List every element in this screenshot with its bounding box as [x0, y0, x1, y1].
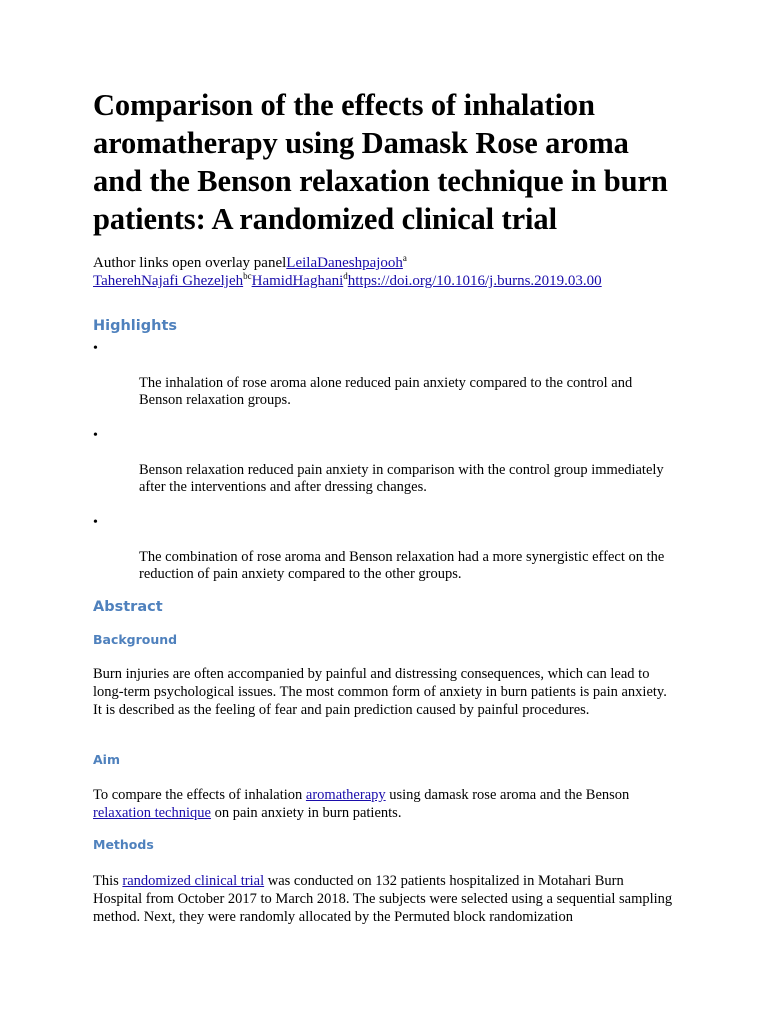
highlight-1: The inhalation of rose aroma alone reduced pain anxiety compared to the control and Benson relaxation groups. — [139, 375, 633, 408]
aim-heading: Aim — [93, 752, 120, 767]
bullet-3: • — [93, 515, 98, 530]
methods-text-part-1: This — [93, 873, 123, 889]
author-link-ghezeljeh[interactable]: TaherehNajafi Ghezeljeh — [93, 273, 244, 289]
aim-text-part-1: To compare the effects of inhalation — [93, 787, 306, 803]
article-title: Comparison of the effects of inhalation aromatherapy using Damask Rose aroma and the Benson relaxation technique in burn patients: A randomized clinical trial — [93, 88, 668, 236]
author-affiliation-bc: bc — [243, 271, 252, 281]
randomized-clinical-trial-link[interactable]: randomized clinical trial — [122, 873, 265, 889]
highlights-heading: Highlights — [93, 318, 178, 334]
abstract-heading: Abstract — [93, 599, 163, 615]
author-affiliation-a: a — [402, 253, 407, 263]
aim-text-part-2: using damask rose aroma and the Benson — [385, 787, 630, 803]
highlight-2: Benson relaxation reduced pain anxiety in comparison with the control group immediately after the interventions and after dressing changes. — [139, 462, 664, 495]
author-link-haghani[interactable]: HamidHaghani — [251, 273, 344, 289]
author-links-prefix: Author links open overlay panel — [93, 255, 287, 271]
bullet-1: • — [93, 341, 98, 356]
aim-text — [93, 786, 673, 822]
background-heading: Background — [93, 632, 178, 647]
relaxation-technique-link[interactable]: relaxation technique — [93, 805, 211, 821]
methods-heading: Methods — [93, 837, 154, 852]
doi-link[interactable]: https://doi.org/10.1016/j.burns.2019.03.00 — [347, 273, 602, 289]
aromatherapy-link[interactable]: aromatherapy — [305, 787, 386, 803]
author-link-daneshpajooh[interactable]: LeilaDaneshpajooh — [286, 255, 403, 271]
methods-text-part-2: was conducted on 132 patients hospitalized in Motahari Burn Hospital from October 2017 to March 2018. The subjects were selected using a sequential sampling method. Next, they were randomly allocated by the Permuted block randomization — [93, 873, 673, 925]
highlight-3: The combination of rose aroma and Benson relaxation had a more synergistic effect on the reduction of pain anxiety compared to the other groups. — [139, 549, 665, 582]
methods-text — [93, 872, 673, 926]
aim-text-part-3: on pain anxiety in burn patients. — [210, 805, 402, 821]
background-text: Burn injuries are often accompanied by painful and distressing consequences, which can lead to long-term psychological issues. The most common form of anxiety in burn patients is pain anxiety. It is described as the feeling of fear and pain prediction caused by painful procedures. — [93, 666, 667, 718]
bullet-2: • — [93, 428, 98, 443]
author-affiliation-d: d — [343, 271, 348, 281]
